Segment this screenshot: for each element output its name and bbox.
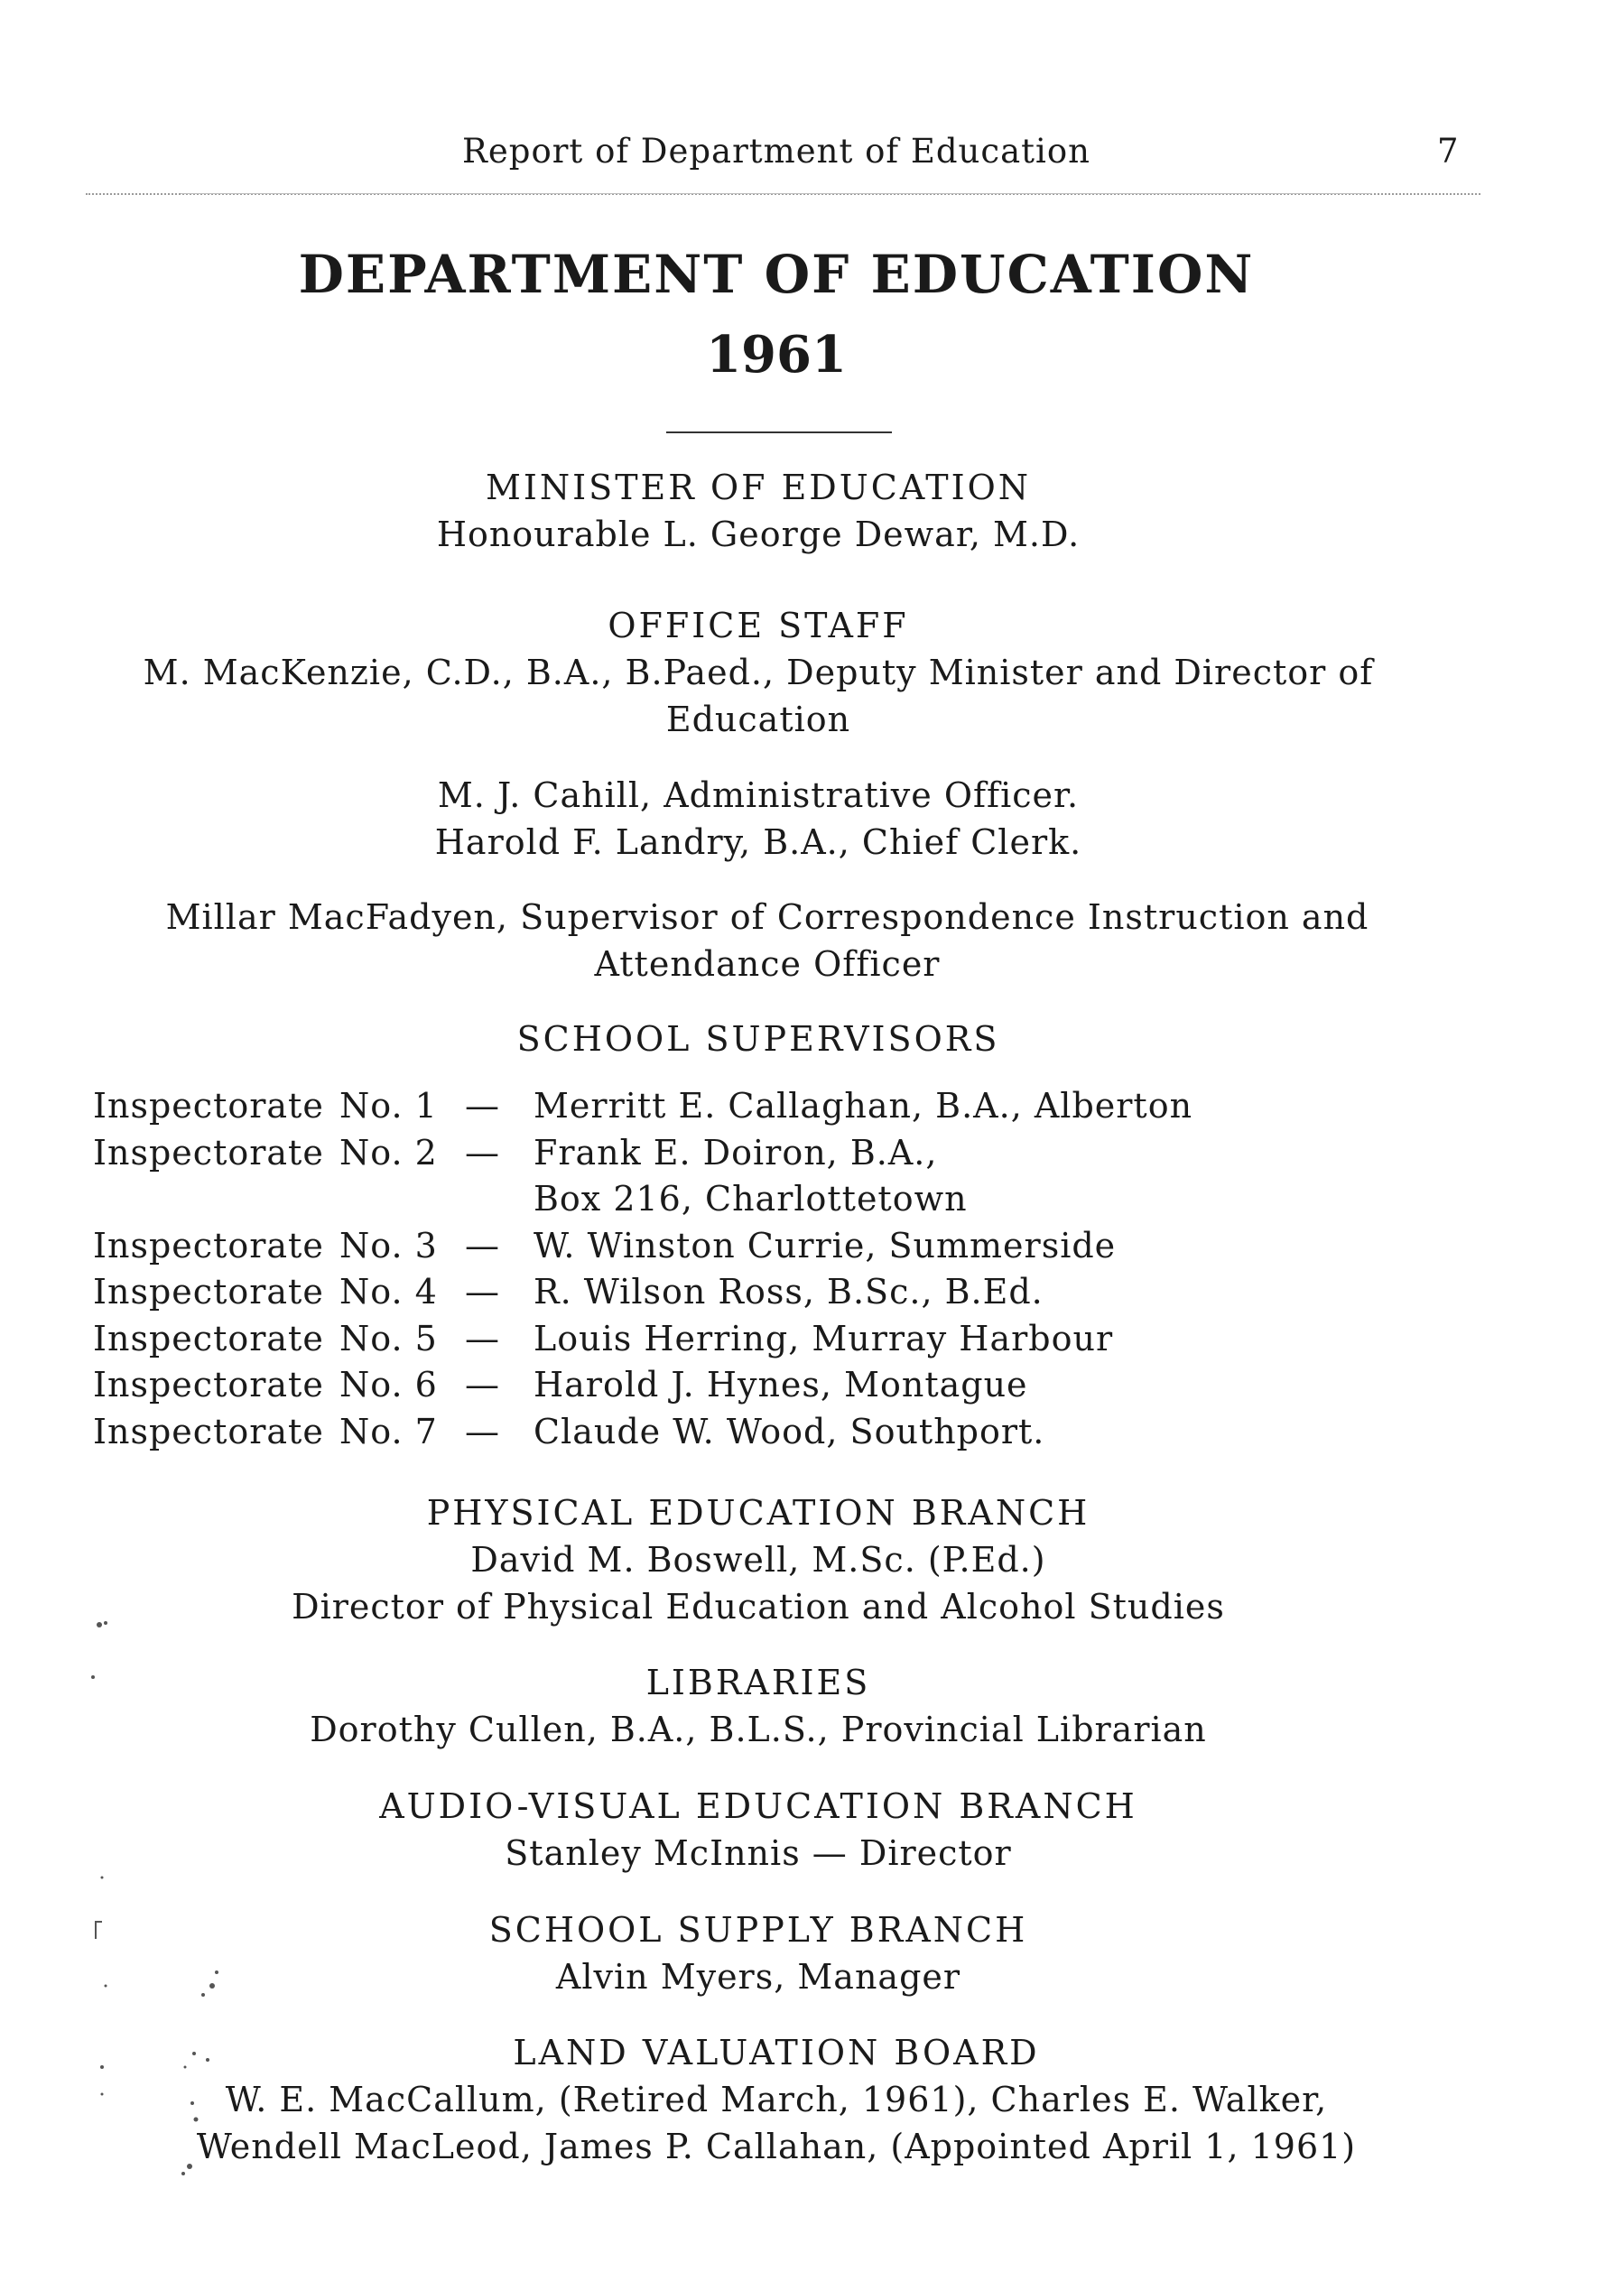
inspectorate-number: No. 1 bbox=[339, 1086, 438, 1126]
inspectorate-row bbox=[93, 1083, 1447, 1130]
inspectorate-dash: — bbox=[465, 1225, 500, 1266]
physical-education-section bbox=[108, 1489, 1408, 1630]
inspectorate-number: No. 3 bbox=[339, 1225, 438, 1266]
office-staff-officers bbox=[108, 772, 1408, 866]
inspectorate-row bbox=[93, 1409, 1447, 1456]
school-supply-section bbox=[108, 1906, 1408, 2000]
inspectorate-row bbox=[93, 1316, 1447, 1363]
inspectorate-label: Inspectorate bbox=[93, 1411, 324, 1451]
land-valuation-section bbox=[135, 2029, 1417, 2170]
inspectorate-number: No. 7 bbox=[339, 1411, 438, 1451]
inspectorate-number: No. 4 bbox=[339, 1272, 438, 1312]
title-divider bbox=[666, 431, 892, 433]
supervisor-line-1: Millar MacFadyen, Supervisor of Correspondence Instruction and bbox=[165, 897, 1369, 937]
inspectorate-supervisor: R. Wilson Ross, B.Sc., B.Ed. bbox=[534, 1272, 1044, 1312]
physical-education-heading: PHYSICAL EDUCATION BRANCH bbox=[426, 1493, 1090, 1533]
inspectorate-label: Inspectorate bbox=[93, 1086, 324, 1126]
school-supervisors-heading: SCHOOL SUPERVISORS bbox=[516, 1019, 1000, 1059]
land-valuation-heading: LAND VALUATION BOARD bbox=[513, 2033, 1040, 2072]
land-valuation-members-line-1: W. E. MacCallum, (Retired March, 1961), Charles E. Walker, bbox=[225, 2080, 1328, 2119]
school-supply-heading: SCHOOL SUPPLY BRANCH bbox=[488, 1910, 1028, 1950]
inspectorate-row bbox=[93, 1223, 1447, 1270]
audio-visual-director: Stanley McInnis — Director bbox=[505, 1833, 1012, 1873]
page-title-year: 1961 bbox=[706, 325, 847, 385]
inspectorate-row bbox=[93, 1362, 1447, 1409]
inspectorate-supervisor: Louis Herring, Murray Harbour bbox=[534, 1318, 1114, 1358]
inspectorate-supervisor-address: Box 216, Charlottetown bbox=[534, 1179, 968, 1219]
school-supervisors-heading-wrap bbox=[108, 1015, 1408, 1062]
inspectorate-supervisor: Merritt E. Callaghan, B.A., Alberton bbox=[534, 1086, 1193, 1126]
school-supply-manager: Alvin Myers, Manager bbox=[555, 1957, 961, 1997]
inspectorate-number: No. 5 bbox=[339, 1318, 438, 1358]
inspectorate-label: Inspectorate bbox=[93, 1365, 324, 1405]
inspectorate-row-continuation bbox=[93, 1176, 1447, 1223]
provincial-librarian: Dorothy Cullen, B.A., B.L.S., Provincial Librarian bbox=[310, 1710, 1207, 1749]
deputy-minister-line: M. MacKenzie, C.D., B.A., B.Paed., Deputy Minister and Director of bbox=[143, 653, 1374, 692]
inspectorate-supervisor: W. Winston Currie, Summerside bbox=[534, 1225, 1117, 1266]
header-rule-solid bbox=[181, 193, 1372, 194]
office-staff-heading: OFFICE STAFF bbox=[608, 606, 909, 645]
inspectorate-supervisor: Claude W. Wood, Southport. bbox=[534, 1411, 1045, 1451]
minister-name: Honourable L. George Dewar, M.D. bbox=[436, 515, 1081, 554]
land-valuation-members-line-2: Wendell MacLeod, James P. Callahan, (Appointed April 1, 1961) bbox=[196, 2127, 1357, 2166]
correspondence-supervisor bbox=[135, 894, 1399, 988]
inspectorate-row bbox=[93, 1269, 1447, 1316]
inspectorate-list bbox=[93, 1083, 1447, 1455]
scan-specks bbox=[86, 1589, 239, 2184]
inspectorate-number: No. 6 bbox=[339, 1365, 438, 1405]
running-head bbox=[0, 132, 1624, 177]
inspectorate-dash: — bbox=[465, 1272, 500, 1312]
inspectorate-dash: — bbox=[465, 1132, 500, 1173]
inspectorate-row bbox=[93, 1130, 1447, 1177]
physical-education-director: David M. Boswell, M.Sc. (P.Ed.) bbox=[470, 1540, 1046, 1580]
audio-visual-section bbox=[108, 1783, 1408, 1877]
inspectorate-number: No. 2 bbox=[339, 1132, 438, 1173]
inspectorate-dash: — bbox=[465, 1086, 500, 1126]
inspectorate-label: Inspectorate bbox=[93, 1132, 324, 1173]
deputy-minister-line-2: Education bbox=[665, 700, 851, 739]
inspectorate-supervisor: Harold J. Hynes, Montague bbox=[534, 1365, 1028, 1405]
minister-heading: MINISTER OF EDUCATION bbox=[485, 468, 1032, 507]
libraries-heading: LIBRARIES bbox=[645, 1663, 871, 1702]
minister-section bbox=[108, 464, 1408, 558]
inspectorate-dash: — bbox=[465, 1318, 500, 1358]
running-title: Report of Department of Education bbox=[462, 132, 1090, 171]
supervisor-line-2: Attendance Officer bbox=[594, 944, 941, 984]
page-number: 7 bbox=[1437, 132, 1459, 171]
libraries-section bbox=[108, 1659, 1408, 1753]
chief-clerk: Harold F. Landry, B.A., Chief Clerk. bbox=[434, 822, 1082, 862]
inspectorate-dash: — bbox=[465, 1411, 500, 1451]
audio-visual-heading: AUDIO-VISUAL EDUCATION BRANCH bbox=[379, 1786, 1137, 1826]
administrative-officer: M. J. Cahill, Administrative Officer. bbox=[437, 775, 1080, 815]
physical-education-title: Director of Physical Education and Alcohol Studies bbox=[292, 1587, 1225, 1627]
page-title: DEPARTMENT OF EDUCATION bbox=[298, 244, 1255, 305]
inspectorate-dash: — bbox=[465, 1365, 500, 1405]
office-staff-section bbox=[108, 602, 1408, 743]
inspectorate-label: Inspectorate bbox=[93, 1272, 324, 1312]
inspectorate-label: Inspectorate bbox=[93, 1225, 324, 1266]
inspectorate-label: Inspectorate bbox=[93, 1318, 324, 1358]
inspectorate-supervisor: Frank E. Doiron, B.A., bbox=[534, 1132, 938, 1173]
